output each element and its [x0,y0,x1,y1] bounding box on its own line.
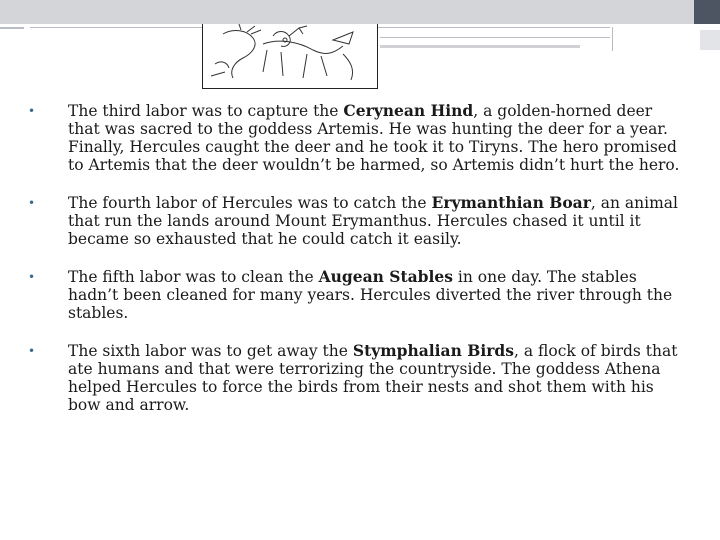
decorative-line [0,27,24,29]
highlight-term: Stymphalian Birds [352,341,514,360]
bullet-text: The fifth labor was to clean the [68,268,319,286]
bullet-item-fourth-labor [28,194,688,248]
labors-bullet-list [28,102,688,434]
bullet-text: The sixth labor was to get away the [68,342,353,360]
bullet-text: The fourth labor of Hercules was to catch the [68,194,432,212]
bullet-text: in one day. The stables hadn’t been cleaned for many years. Hercules diverted the river through the stables. [68,268,673,322]
header-dark-block [694,0,720,24]
bullet-text: The third labor was to capture the [68,102,344,120]
bullet-text: , a golden-horned deer that was sacred to the goddess Artemis. He was hunting the deer for a year. Finally, Hercules caught the deer and he took it to Tiryns. The hero promised to Artemis that the deer wouldn’t be harmed, so Artemis didn’t hurt the hero. [68,102,680,174]
bullet-marker: • [28,104,36,118]
decorative-line [380,45,580,48]
hind-sketch-image [202,24,378,89]
hercules-deer-drawing [203,24,377,88]
bullet-item-third-labor [28,102,688,174]
bullet-marker: • [28,344,36,358]
slide-header-bar [0,0,720,24]
decorative-line [612,27,613,51]
highlight-term: Erymanthian Boar [431,193,591,212]
bullet-item-fifth-labor [28,268,688,322]
decorative-line [380,37,610,38]
highlight-term: Cerynean Hind [343,101,474,120]
bullet-text: , a flock of birds that ate humans and that were terrorizing the countryside. The goddess Athena helped Hercules to force the birds from their nests and shot them with his bow and arrow. [68,342,678,414]
bullet-marker: • [28,196,36,210]
header-gray-band [0,0,694,24]
bullet-text: , an animal that run the lands around Mount Erymanthus. Hercules chased it until it became so exhausted that he could catch it easily. [68,194,678,248]
bullet-marker: • [28,270,36,284]
decorative-line [700,30,720,50]
highlight-term: Augean Stables [318,267,453,286]
bullet-item-sixth-labor [28,342,688,414]
